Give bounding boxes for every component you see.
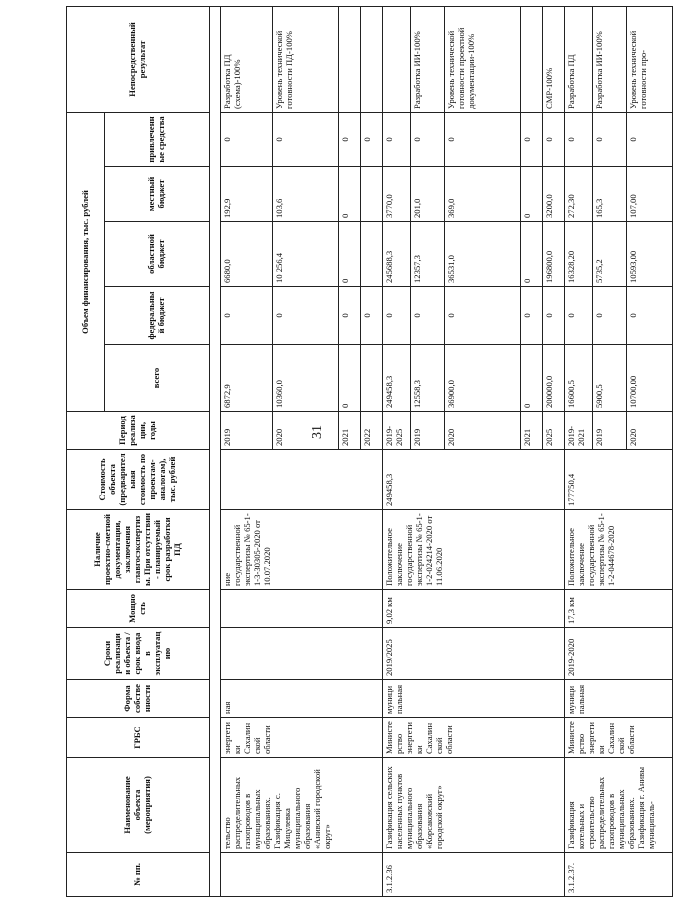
cell-period: 2019	[593, 412, 627, 450]
cell-grbs: Министерство энергетики Сахалинской области	[565, 718, 673, 758]
cell-attracted: 0	[627, 112, 673, 166]
cell-result	[383, 6, 411, 112]
cell-period: 2019	[221, 412, 273, 450]
cell-federal: 0	[521, 287, 543, 345]
cell-local: 103,6	[273, 167, 339, 222]
cell-docs: Положительное заключение государственной экспертизы № 65-1-1-2-024214-2020 от 11.06.2020	[383, 510, 565, 590]
cell-regional: 10593,00	[627, 222, 673, 287]
cell-federal: 0	[445, 287, 521, 345]
cell-total: 5900,5	[593, 345, 627, 412]
cell-federal: 0	[339, 287, 361, 345]
cell-local: 192,9	[221, 167, 273, 222]
cell-result: Уровень технической готовности проектной документации-100%	[445, 6, 521, 112]
separator-row	[210, 6, 221, 896]
cell-regional: 16328,20	[565, 222, 593, 287]
header-local: местный бюджет	[105, 167, 210, 222]
cell-federal: 0	[593, 287, 627, 345]
cell-attracted: 0	[411, 112, 445, 166]
cell-local: 0	[521, 167, 543, 222]
header-total: всего	[105, 345, 210, 412]
page-number: 31	[310, 425, 325, 439]
cell-federal: 0	[221, 287, 273, 345]
cell-period: 2019-2025	[383, 412, 411, 450]
cell-total: 36900,0	[445, 345, 521, 412]
cell-total: 0	[339, 345, 361, 412]
cell-result: Уровень технической готовности про-	[627, 6, 673, 112]
cell-terms: 2019/2025	[383, 628, 565, 680]
header-result: Непосредственный результат	[67, 6, 210, 112]
table-row	[221, 6, 273, 896]
cell-attracted: 0	[543, 112, 565, 166]
cell-local: 369,0	[445, 167, 521, 222]
cell-period: 2021	[521, 412, 543, 450]
cell-attracted: 0	[445, 112, 521, 166]
cell-grbs: Министерство энергетики Сахалинской области	[383, 718, 565, 758]
cell-name: Газификация сельских населенных пунктов муниципального образования «Корсаковский городской округ»	[383, 758, 565, 853]
cell-ownership: ная	[221, 680, 383, 718]
cell-local: 107,00	[627, 167, 673, 222]
table-row	[565, 6, 593, 896]
cell-capacity: 17,3 км	[565, 590, 673, 628]
cell-num: 3.1.2.37.	[565, 853, 673, 897]
cell-attracted: 0	[361, 112, 383, 166]
cell-period: 2022	[361, 412, 383, 450]
cell-capacity	[221, 590, 383, 628]
cell-cost: 249458,3	[383, 450, 565, 510]
cell-result: Разработка ИИ-100%	[593, 6, 627, 112]
cell-capacity: 9,02 км	[383, 590, 565, 628]
cell-ownership: муниципальная	[565, 680, 673, 718]
cell-local: 3200,0	[543, 167, 565, 222]
cell-period: 2020	[273, 412, 339, 450]
header-attracted: привлеченные средства	[105, 112, 210, 166]
cell-total: 16600,5	[565, 345, 593, 412]
cell-result: Разработка ПД	[565, 6, 593, 112]
header-financing: Объем финансирования, тыс. рублей	[67, 112, 105, 411]
rotated-table-wrapper	[66, 7, 656, 897]
header-name: Наименование объекта (мероприятия)	[67, 758, 210, 853]
cell-attracted: 0	[593, 112, 627, 166]
header-federal: федеральный бюджет	[105, 287, 210, 345]
header-regional: областной бюджет	[105, 222, 210, 287]
cell-num: 3.1.2.36	[383, 853, 565, 897]
cell-local: 0	[339, 167, 361, 222]
header-terms: Сроки реализации объекта / срок ввода в эксплуатацию	[67, 628, 210, 680]
cell-local: 272,30	[565, 167, 593, 222]
cell-total: 0	[521, 345, 543, 412]
cell-regional: 245688,3	[383, 222, 411, 287]
header-period: Период реализации, годы	[67, 412, 210, 450]
cell-local	[361, 167, 383, 222]
cell-terms: 2019-2020	[565, 628, 673, 680]
cell-attracted: 0	[221, 112, 273, 166]
cell-regional: 0	[339, 222, 361, 287]
cell-total: 10700,00	[627, 345, 673, 412]
cell-result	[339, 6, 361, 112]
cell-result	[361, 6, 383, 112]
cell-regional: 36531,0	[445, 222, 521, 287]
cell-period: 2019-2021	[565, 412, 593, 450]
cell-regional: 196800,0	[543, 222, 565, 287]
cell-attracted: 0	[273, 112, 339, 166]
financing-table	[66, 6, 673, 897]
header-grbs: ГРБС	[67, 718, 210, 758]
table-header	[67, 6, 210, 896]
cell-regional: 0	[521, 222, 543, 287]
cell-total: 12558,3	[411, 345, 445, 412]
cell-attracted: 0	[565, 112, 593, 166]
cell-name: тельство распределительных газопроводов в муниципальных образованиях. Газификация с. Мицулевка муниципального образования «Анивский городской округ»	[221, 758, 383, 853]
header-docs: Наличие проектно-сметной документации, заключения главгосэкспертизы. При отсутствии - планируемый срок разработки ПД	[67, 510, 210, 590]
cell-period: 2021	[339, 412, 361, 450]
cell-cost: 177750,4	[565, 450, 673, 510]
cell-result: Разработка ИИ-100%	[411, 6, 445, 112]
cell-attracted: 0	[339, 112, 361, 166]
cell-result: Уровень технической готовности ПД-100%	[273, 6, 339, 112]
cell-name: Газификация котельных и строительство распределительных газопроводов в муниципальных образованиях. Газификация г. Анивы муниципаль-	[565, 758, 673, 853]
cell-attracted: 0	[383, 112, 411, 166]
cell-regional	[361, 222, 383, 287]
header-ownership: Форма собственности	[67, 680, 210, 718]
cell-period: 2020	[627, 412, 673, 450]
header-cost: Стоимость объекта (предварительная стоимость по проектам-аналогам), тыс. рублей	[67, 450, 210, 510]
header-num: № пп.	[67, 853, 210, 897]
cell-period: 2025	[543, 412, 565, 450]
cell-total: 6872,9	[221, 345, 273, 412]
cell-local: 165,3	[593, 167, 627, 222]
cell-total: 249458,3	[383, 345, 411, 412]
cell-total	[361, 345, 383, 412]
cell-terms	[221, 628, 383, 680]
cell-result	[521, 6, 543, 112]
cell-federal: 0	[627, 287, 673, 345]
cell-local: 3770,0	[383, 167, 411, 222]
cell-federal: 0	[411, 287, 445, 345]
cell-docs: ние государственной экспертизы № 65-1-1-3-30305-2020 от 10.07.2020	[221, 510, 383, 590]
cell-period: 2020	[445, 412, 521, 450]
cell-federal: 0	[383, 287, 411, 345]
table-body	[210, 6, 673, 896]
cell-period: 2019	[411, 412, 445, 450]
cell-total: 10360,0	[273, 345, 339, 412]
header-capacity: Мощность	[67, 590, 210, 628]
cell-regional: 6680,0	[221, 222, 273, 287]
cell-regional: 10 256,4	[273, 222, 339, 287]
cell-cost	[221, 450, 383, 510]
cell-total: 200000,0	[543, 345, 565, 412]
cell-ownership: муниципальная	[383, 680, 565, 718]
cell-regional: 12357,3	[411, 222, 445, 287]
cell-federal: 0	[565, 287, 593, 345]
cell-grbs: энергетики Сахалинской области	[221, 718, 383, 758]
cell-regional: 5735,2	[593, 222, 627, 287]
cell-attracted: 0	[521, 112, 543, 166]
cell-num	[221, 853, 383, 897]
cell-federal: 0	[361, 287, 383, 345]
cell-federal: 0	[543, 287, 565, 345]
cell-docs: Положительное заключение государственной экспертизы № 65-1-1-2-044678-2020	[565, 510, 673, 590]
cell-federal: 0	[273, 287, 339, 345]
table-row	[383, 6, 411, 896]
cell-result: СМР-100%	[543, 6, 565, 112]
cell-result: Разработка ПД (схема)-100%	[221, 6, 273, 112]
cell-local: 201,0	[411, 167, 445, 222]
